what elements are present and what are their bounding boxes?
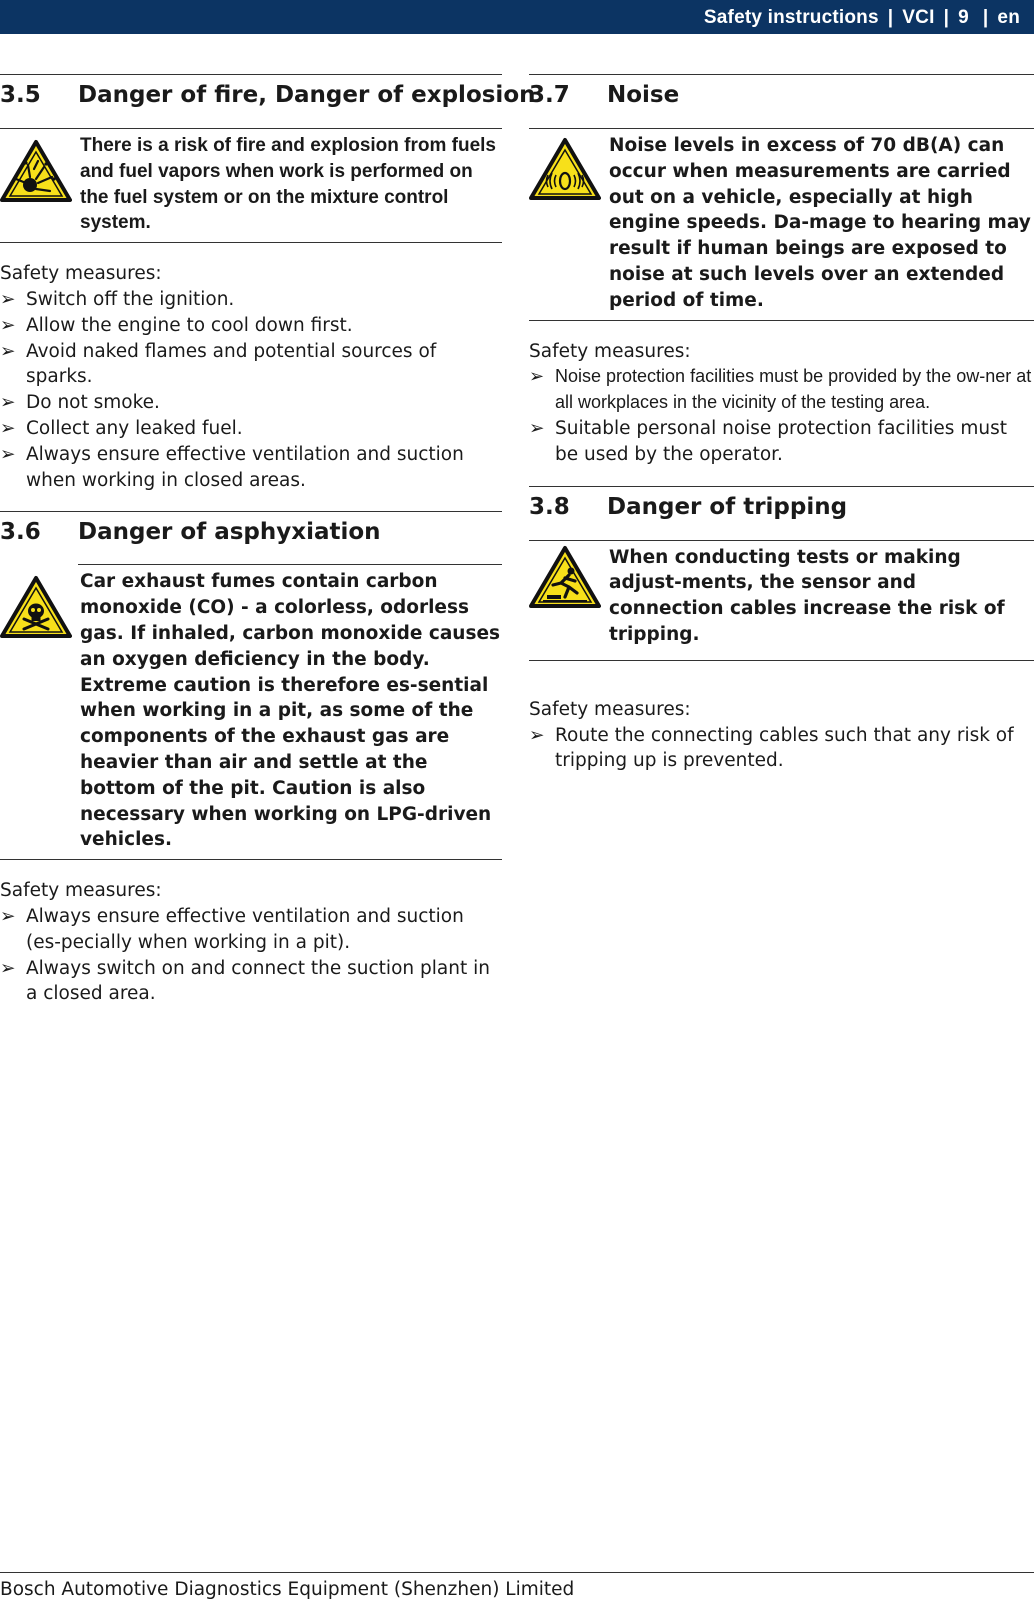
section-title: Danger of fire, Danger of explosion [78,82,536,108]
warning-text: Noise levels in excess of 70 dB(A) can occur when measurements are carried out on a vehicle, especially at high engine speeds. Da-mage to hearing may result if human beings are exposed to noise at such levels over an extended period of time. [609,135,1031,311]
toxic-skull-warning-icon [0,575,72,639]
safety-measures [529,339,1034,468]
safety-measures [0,261,502,493]
bullet-arrow-icon: ➢ [0,957,16,979]
bullet-arrow-icon: ➢ [0,443,16,465]
bullet-arrow-icon: ➢ [0,417,16,439]
warning-text: When conducting tests or making adjust-ments, the sensor and connection cables increase the risk of tripping. [609,546,1005,645]
warning-box [529,128,1034,321]
safety-measures-label: Safety measures: [529,340,691,362]
header-language: en [997,7,1020,28]
running-header: Safety instructions | VCI | 9 | en [703,7,1020,28]
bullet-arrow-icon: ➢ [529,417,545,439]
bullet-arrow-icon: ➢ [0,340,16,362]
left-column [0,74,536,1007]
list-item: ➢ Always ensure effective ventilation and suction (es-pecially when working in a pit). [0,905,464,953]
safety-measures [0,878,502,1007]
section-title: Danger of asphyxiation [78,519,381,546]
explosion-warning-icon [0,139,72,203]
section-number: 3.6 [0,519,41,546]
safety-measures-label: Safety measures: [0,263,162,285]
list-item: ➢ Collect any leaked fuel. [0,416,502,442]
section-heading [529,486,1034,540]
section-title: Danger of tripping [607,493,848,520]
section-title: Noise [607,82,680,108]
warning-box [529,540,1034,661]
safety-measures-label: Safety measures: [0,880,162,902]
warning-box [0,128,502,243]
section-3-6 [0,511,502,1007]
section-heading [0,74,536,128]
list-item: ➢ Always ensure effective ventilation and suction when working in closed areas. [0,443,464,491]
section-number: 3.8 [529,493,570,520]
bullet-arrow-icon: ➢ [0,314,16,336]
measures-list [0,904,502,1007]
safety-measures-label: Safety measures: [529,698,691,720]
section-heading [529,74,1034,128]
bullet-arrow-icon: ➢ [0,905,16,927]
bullet-arrow-icon: ➢ [529,724,545,746]
page-header [0,0,1034,34]
footer-divider [0,1572,1034,1573]
header-page-number: 9 [958,7,969,28]
noise-warning-icon [529,137,601,201]
page-footer: Bosch Automotive Diagnostics Equipment (Shenzhen) Limited [0,1579,575,1600]
measures-list [529,723,1034,775]
header-section: Safety instructions [703,7,879,28]
list-item: ➢ Suitable personal noise protection facilities must be used by the operator. [529,417,1007,465]
tripping-warning-icon [529,545,601,609]
section-number: 3.5 [0,82,41,108]
list-item: ➢ Always switch on and connect the suction plant in a closed area. [0,957,490,1005]
measures-list [529,364,1034,467]
bullet-arrow-icon: ➢ [0,392,16,414]
section-heading [0,511,502,565]
section-3-7 [529,74,1034,468]
list-item: ➢ Avoid naked flames and potential sources of sparks. [0,340,437,388]
section-3-8 [529,486,1034,775]
warning-box [0,565,502,860]
bullet-arrow-icon: ➢ [0,288,16,310]
divider [78,564,502,565]
section-number: 3.7 [529,82,570,108]
measures-list [0,287,502,493]
section-3-5 [0,74,536,493]
header-product: VCI [902,7,935,28]
warning-text: There is a risk of fire and explosion from fuels and fuel vapors when work is performed on the fuel system or on the mixture control system. [80,135,496,234]
list-item: ➢ Allow the engine to cool down first. [0,313,502,339]
bullet-arrow-icon: ➢ [529,366,545,387]
list-item: ➢ Noise protection facilities must be provided by the ow-ner at all workplaces in the vicinity of the testing area. [529,366,1032,413]
warning-text: Car exhaust fumes contain carbon monoxide (CO) - a colorless, odorless gas. If inhaled, carbon monoxide causes an oxygen deficiency in the body. Extreme caution is therefore es-sential when working in a pit, as some of the components of the exhaust gas are heavier than air and settle at the bottom of the pit. Caution is also necessary when working on LPG-driven vehicles. [80,571,501,851]
list-item: ➢ Route the connecting cables such that any risk of tripping up is prevented. [529,724,1014,772]
right-column [529,74,1034,774]
list-item: ➢ Do not smoke. [0,390,502,416]
list-item: ➢ Switch off the ignition. [0,287,502,313]
safety-measures [529,697,1034,774]
